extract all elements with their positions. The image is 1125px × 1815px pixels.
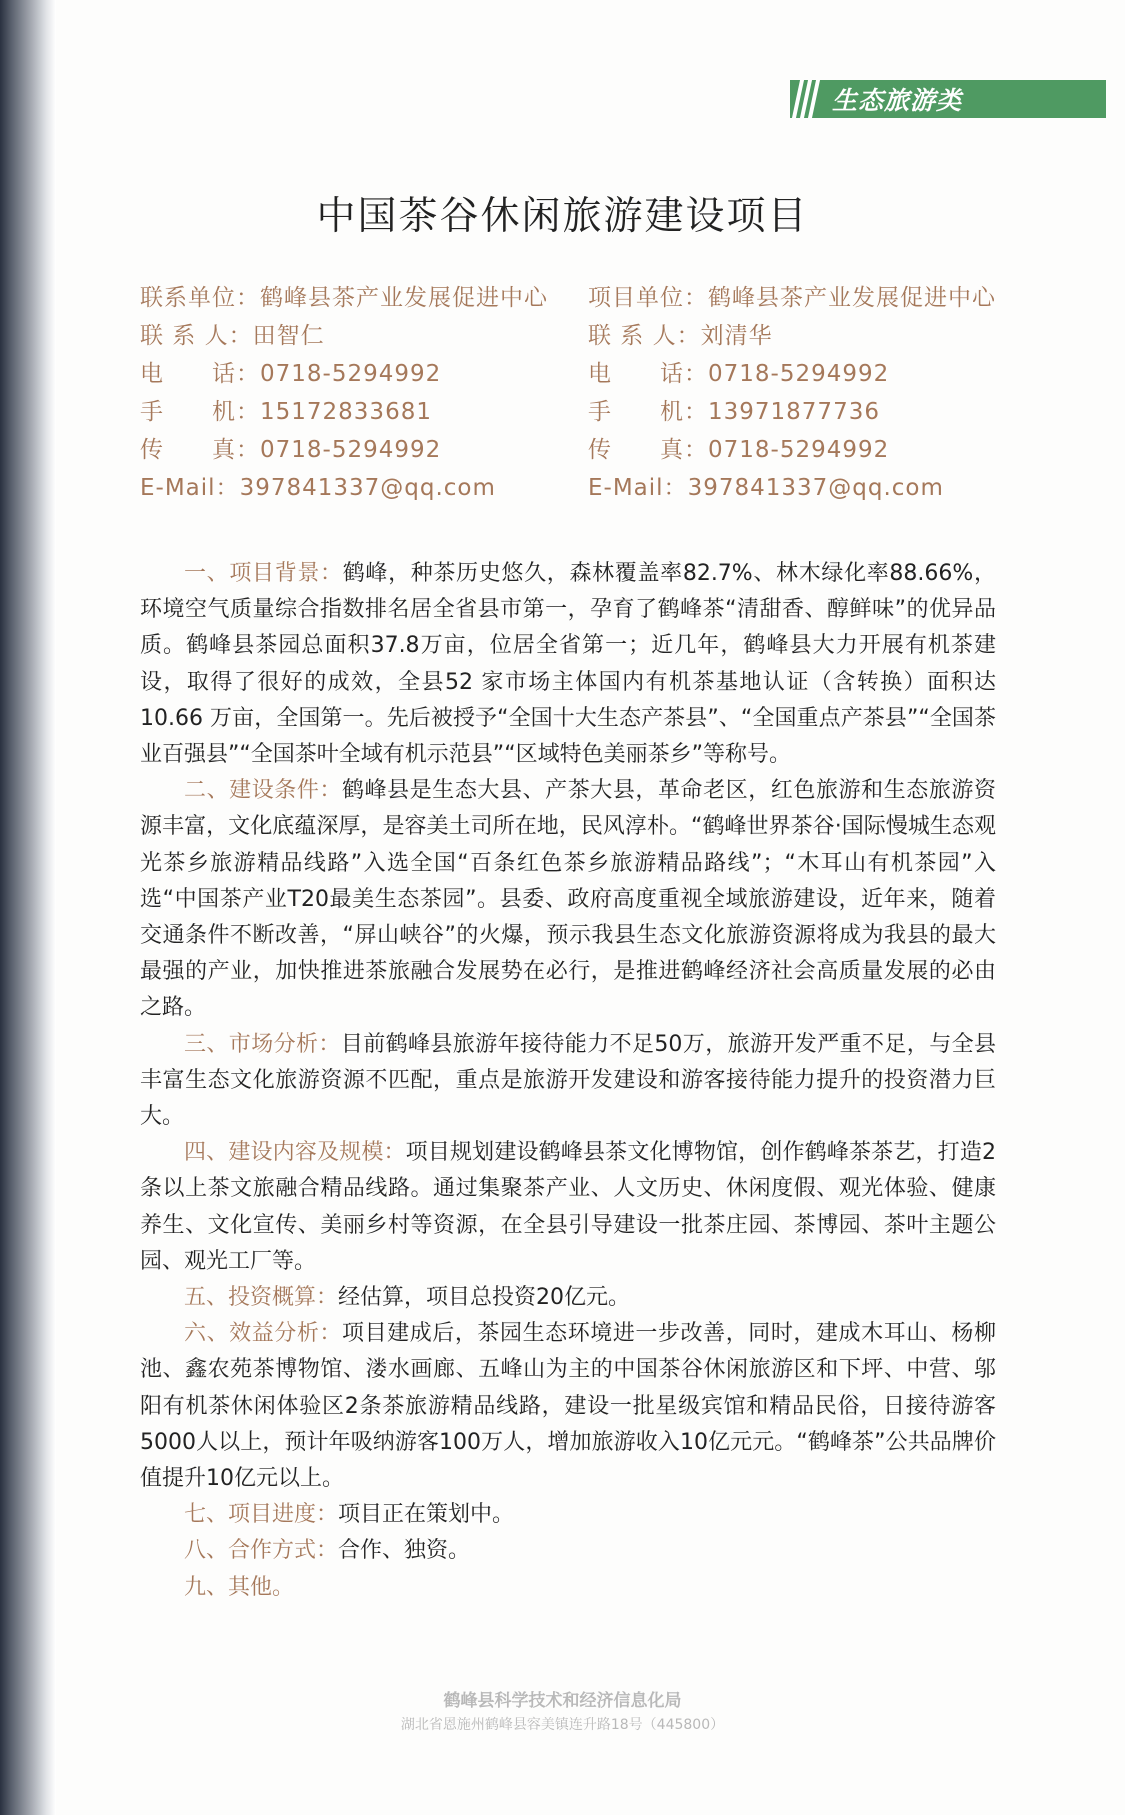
section-market xyxy=(140,1027,996,1136)
section-benefits xyxy=(140,1316,996,1497)
project-description xyxy=(140,556,996,1606)
section-other xyxy=(140,1570,996,1606)
section-text: 鹤峰，种茶历史悠久，森林覆盖率82.7%、林木绿化率88.66%，环境空气质量综合指数排名居全省县市第一，孕育了鹤峰茶“清甜香、醇鲜味”的优异品质。鹤峰县茶园总面积37.8万亩，位居全省第一；近几年，鹤峰县大力开展有机茶建设，取得了很好的成效，全县52 家市场主体国内有机茶基地认证（含转换）面积达10.66 万亩，全国第一。先后被授予“全国十大生态产茶县”、“全国重点产茶县”“全国茶业百强县”“全国茶叶全域有机示范县”“区域特色美丽茶乡”等称号。 xyxy=(140,561,996,768)
contact-block-left xyxy=(140,279,548,507)
stripes-icon xyxy=(796,80,826,118)
contact-block-right xyxy=(588,279,996,507)
section-text: 项目正在策划中。 xyxy=(338,1502,515,1528)
section-text: 项目规划建设鹤峰县茶文化博物馆，创作鹤峰茶茶艺，打造2条以上茶文旅融合精品线路。通过集聚茶产业、人文历史、休闲度假、观光体验、健康养生、文化宣传、美丽乡村等资源，在全县引导建设一批茶庄园、茶博园、茶叶主题公园、观光工厂等。 xyxy=(140,1140,996,1274)
section-scope xyxy=(140,1135,996,1280)
section-heading: 八、合作方式： xyxy=(184,1538,339,1564)
contact-row: 电 话：0718-5294992 xyxy=(588,361,890,387)
contact-row: E-Mail：397841337@qq.com xyxy=(140,475,496,501)
section-text: 目前鹤峰县旅游年接待能力不足50万，旅游开发严重不足，与全县丰富生态文化旅游资源不匹配，重点是旅游开发建设和游客接待能力提升的投资潜力巨大。 xyxy=(140,1031,996,1130)
contact-row: E-Mail：397841337@qq.com xyxy=(588,475,944,501)
section-background xyxy=(140,556,996,773)
category-tag-label: 生态旅游类 xyxy=(832,86,963,115)
section-text: 经估算，项目总投资20亿元。 xyxy=(338,1285,631,1311)
contact-row: 联系单位：鹤峰县茶产业发展促进中心 xyxy=(140,285,548,311)
page-title: 中国茶谷休闲旅游建设项目 xyxy=(316,194,809,239)
section-investment xyxy=(140,1280,996,1316)
section-text: 鹤峰县是生态大县、产茶大县，革命老区，红色旅游和生态旅游资源丰富，文化底蕴深厚，是容美土司所在地，民风淳朴。“鹤峰世界茶谷·国际慢城生态观光茶乡旅游精品线路”入选全国“百条红色茶乡旅游精品路线”；“木耳山有机茶园”入选“中国茶产业T20最美生态茶园”。县委、政府高度重视全域旅游建设，近年来，随着交通条件不断改善，“屏山峡谷”的火爆，预示我县生态文化旅游资源将成为我县的最大最强的产业，加快推进茶旅融合发展势在必行，是推进鹤峰经济社会高质量发展的必由之路。 xyxy=(140,778,996,1021)
section-text: 合作、独资。 xyxy=(338,1538,471,1564)
contact-row: 联 系 人：田智仁 xyxy=(140,323,325,349)
section-conditions xyxy=(140,773,996,1026)
section-cooperation xyxy=(140,1533,996,1569)
contact-row: 传 真：0718-5294992 xyxy=(588,437,890,463)
section-heading: 一、项目背景： xyxy=(184,561,343,586)
contact-row: 项目单位：鹤峰县茶产业发展促进中心 xyxy=(588,285,996,311)
book-spine-shadow xyxy=(0,0,56,1815)
section-heading: 五、投资概算： xyxy=(184,1285,339,1311)
section-heading: 九、其他。 xyxy=(184,1574,295,1600)
section-heading: 二、建设条件： xyxy=(184,778,342,804)
section-heading: 三、市场分析： xyxy=(184,1031,341,1057)
section-text: 项目建成后，茶园生态环境进一步改善，同时，建成木耳山、杨柳池、鑫农苑茶博物馆、溇水画廊、五峰山为主的中国茶谷休闲旅游区和下坪、中营、邬阳有机茶休闲体验区2条茶旅游精品线路，建设一批星级宾馆和精品民俗，日接待游客5000人以上，预计年吸纳游客100万人，增加旅游收入10亿元元。“鹤峰茶”公共品牌价值提升10亿元以上。 xyxy=(140,1321,996,1492)
category-tag xyxy=(790,80,1106,118)
section-progress xyxy=(140,1497,996,1533)
footer-address: 湖北省恩施州鹤峰县容美镇连升路18号（445800） xyxy=(400,1717,725,1733)
contact-row: 电 话：0718-5294992 xyxy=(140,361,442,387)
contact-row: 传 真：0718-5294992 xyxy=(140,437,442,463)
section-heading: 四、建设内容及规模： xyxy=(184,1140,406,1166)
footer-organization: 鹤峰县科学技术和经济信息化局 xyxy=(443,1691,682,1711)
contact-row: 手 机：15172833681 xyxy=(140,399,432,425)
section-heading: 六、效益分析： xyxy=(184,1321,342,1347)
section-heading: 七、项目进度： xyxy=(184,1502,339,1528)
contact-row: 手 机：13971877736 xyxy=(588,399,880,425)
contact-row: 联 系 人：刘清华 xyxy=(588,323,773,349)
